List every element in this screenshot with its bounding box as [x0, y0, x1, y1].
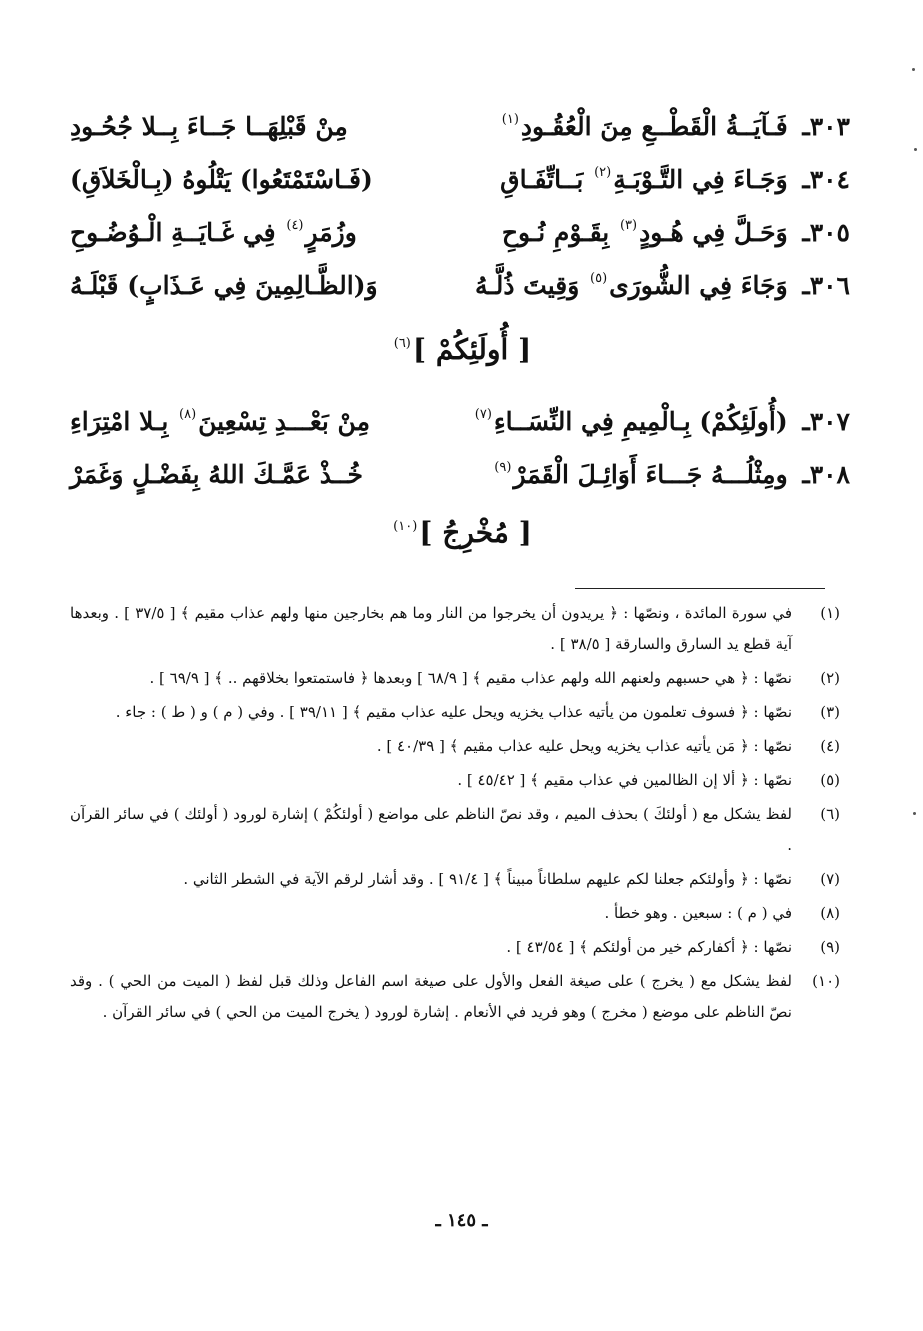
- footnote-number: (١٠): [812, 972, 840, 990]
- footnote-item: [70, 697, 840, 728]
- footnote-ref: (١): [501, 112, 519, 127]
- footnote-ref: (٢): [594, 165, 612, 180]
- footnote-text: نصّها : ﴿ هي حسبهم ولعنهم الله ولهم عذاب مقيم ﴾ [ ٦٨/٩ ] وبعدها ﴿ فاستمتعوا بخلاقهم .. ﴾ [ ٦٩/٩ ] .: [149, 669, 792, 687]
- footnote-ref: (٤): [286, 218, 304, 233]
- verse-line-304: [70, 153, 850, 206]
- verse-hemistich-right: [445, 165, 850, 194]
- verse-text: وزُمَرٍ: [305, 218, 357, 247]
- scan-speck: [913, 812, 916, 815]
- footnote-ref: (٣): [619, 218, 638, 233]
- footnote-number: (٢): [820, 669, 840, 687]
- footnote-number: (٦): [820, 805, 840, 823]
- footnote-item: [70, 966, 840, 1028]
- footnote-text: نصّها : ﴿ ألا إن الظالمين في عذاب مقيم ﴾ [ ٤٥/٤٢ ] .: [457, 771, 792, 789]
- verse-number: ٣٠٧ـ: [802, 407, 850, 436]
- page-number: ـ ١٤٥ ـ: [435, 1210, 488, 1231]
- footnote-separator: [575, 588, 825, 589]
- footnote-number: (٤): [820, 737, 840, 755]
- verse-number: ٣٠٤ـ: [802, 165, 850, 194]
- verse-text: (فَـاسْتَمْتَعُوا) يَتْلُوهُ (بِـالْخَلاَقِ): [70, 165, 373, 194]
- verse-line-308: [70, 448, 850, 501]
- verse-hemistich-left: [70, 218, 400, 247]
- verse-hemistich-left: [70, 271, 400, 300]
- footnote-item: [70, 765, 840, 796]
- footnote-item: [70, 598, 840, 660]
- scan-speck: [914, 148, 917, 151]
- footnote-ref: (٩): [494, 460, 512, 475]
- verse-text: فِي غَـايَــةِ الْـوُضُـوحِ: [70, 218, 276, 247]
- footnote-text: في سورة المائدة ، ونصّها : ﴿ يريدون أن يخرجوا من النار وما هم بخارجين منها ولهم عذاب مقيم ﴾ [ ٣٧/٥ ] . وبعدها آية قطع يد السارق والسارقة [ ٣٨/٥ ] .: [70, 604, 793, 653]
- footnote-text: لفظ يشكل مع ( أولئكَ ) بحذف الميم ، وقد نصّ الناظم على مواضع ( أولئكُمْ ) إشارة لورود ( أولئك ) في سائر القرآن .: [70, 805, 792, 854]
- verse-text: ومِثْلُـــهُ جَـــاءَ أَوَائِـلَ الْقَمَرْ: [513, 460, 788, 489]
- footnote-item: [70, 799, 840, 861]
- section-heading-ulaikum: [0, 333, 923, 366]
- verse-block-2: [70, 395, 850, 501]
- verse-hemistich-left: [70, 112, 400, 141]
- heading-text: [ أُولَئِكُمْ ]: [412, 333, 532, 366]
- footnotes-section: [70, 598, 840, 1031]
- verse-line-307: [70, 395, 850, 448]
- footnote-text: نصّها : ﴿ فسوف تعلمون من يأتيه عذاب يخزيه ويحل عليه عذاب مقيم ﴾ [ ٣٩/١١ ] . وفي ( م ) و ( ط ) : جاء .: [115, 703, 792, 721]
- verse-number: ٣٠٦ـ: [802, 271, 850, 300]
- verse-hemistich-right: [445, 218, 850, 247]
- footnote-number: (٩): [820, 938, 840, 956]
- footnote-ref: (٦): [393, 336, 411, 351]
- verse-number: ٣٠٥ـ: [802, 218, 850, 247]
- verse-hemistich-right: [445, 271, 850, 300]
- footnote-ref: (١٠): [393, 519, 418, 534]
- footnote-item: [70, 731, 840, 762]
- footnote-text: نصّها : ﴿ أكفاركم خير من أولئكم ﴾ [ ٤٣/٥٤ ] .: [506, 938, 792, 956]
- verse-text: خُــذْ عَمَّـكَ اللهُ بِفَضْـلٍ وَغَمَرْ: [70, 460, 363, 489]
- scan-speck: [912, 68, 915, 71]
- verse-hemistich-right: [445, 112, 850, 141]
- verse-number: ٣٠٣ـ: [802, 112, 850, 141]
- verse-hemistich-right: [445, 460, 850, 489]
- verse-text: بِقَـوْمِ نُـوحِ: [501, 218, 610, 247]
- footnote-ref: (٥): [590, 271, 608, 286]
- footnote-text: نصّها : ﴿ مَن يأتيه عذاب يخزيه ويحل عليه عذاب مقيم ﴾ [ ٤٠/٣٩ ] .: [376, 737, 792, 755]
- verse-text: بِـلا امْتِرَاءِ: [70, 407, 169, 436]
- footnote-number: (٣): [820, 703, 840, 721]
- verse-line-303: [70, 100, 850, 153]
- section-heading-mukhrij: [0, 516, 923, 549]
- footnote-ref: (٨): [179, 407, 197, 422]
- footnote-item: [70, 898, 840, 929]
- footnote-number: (٥): [820, 771, 840, 789]
- verse-line-306: [70, 259, 850, 312]
- verse-text: فَـآيَــةُ الْقَطْــعِ مِنَ الْعُقُـودِ: [520, 112, 788, 141]
- footnote-item: [70, 932, 840, 963]
- verse-block-1: [70, 100, 850, 312]
- footnote-number: (٨): [820, 904, 840, 922]
- verse-text: وَجَاءَ فِي الشُّورَى: [609, 271, 788, 300]
- footnote-item: [70, 864, 840, 895]
- footnote-item: [70, 663, 840, 694]
- footnote-number: (٧): [820, 870, 840, 888]
- verse-hemistich-left: [70, 407, 400, 436]
- verse-hemistich-right: [445, 407, 850, 436]
- verse-number: ٣٠٨ـ: [802, 460, 850, 489]
- footnote-number: (١): [820, 604, 840, 622]
- verse-text: وَجَـاءَ فِي التَّـوْبَـةِ: [613, 165, 788, 194]
- verse-text: (أُولَئِكُمْ) بِـالْمِيمِ فِي النِّسَــاءِ: [493, 407, 788, 436]
- verse-text: وَقِيتَ ذُلَّـهُ: [474, 271, 580, 300]
- verse-text: وَ(الظَّـالِمِينَ فِي عَـذَابٍ) قَبْلَـهُ: [70, 271, 378, 300]
- footnote-text: نصّها : ﴿ وأولئكم جعلنا لكم عليهم سلطاناً مبيناً ﴾ [ ٩١/٤ ] . وقد أشار لرقم الآية في الشطر الثاني .: [183, 870, 792, 888]
- verse-text: وَحَـلَّ فِي هُـودٍ: [639, 218, 788, 247]
- footnote-text: في ( م ) : سبعين . وهو خطأ .: [604, 904, 792, 922]
- verse-line-305: [70, 206, 850, 259]
- verse-text: مِنْ بَعْـــدِ تِسْعِينَ: [198, 407, 370, 436]
- verse-text: مِنْ قَبْلِهَــا جَــاءَ بِــلا جُحُـودِ: [70, 112, 348, 141]
- footnote-text: لفظ يشكل مع ( يخرج ) على صيغة الفعل والأول على صيغة اسم الفاعل وذلك قبل لفظ ( الميت من الحي ) . وقد نصّ الناظم على موضع ( مخرج ) وهو فريد في الأنعام . إشارة لورود ( يخرج الميت من الحي ) في سائر القرآن .: [70, 972, 792, 1021]
- heading-text: [ مُخْرِجُ ]: [419, 516, 532, 549]
- verse-hemistich-left: [70, 460, 400, 489]
- footnote-ref: (٧): [474, 407, 492, 422]
- verse-text: بَــاتِّفَـاقِ: [500, 165, 584, 194]
- verse-hemistich-left: [70, 165, 400, 194]
